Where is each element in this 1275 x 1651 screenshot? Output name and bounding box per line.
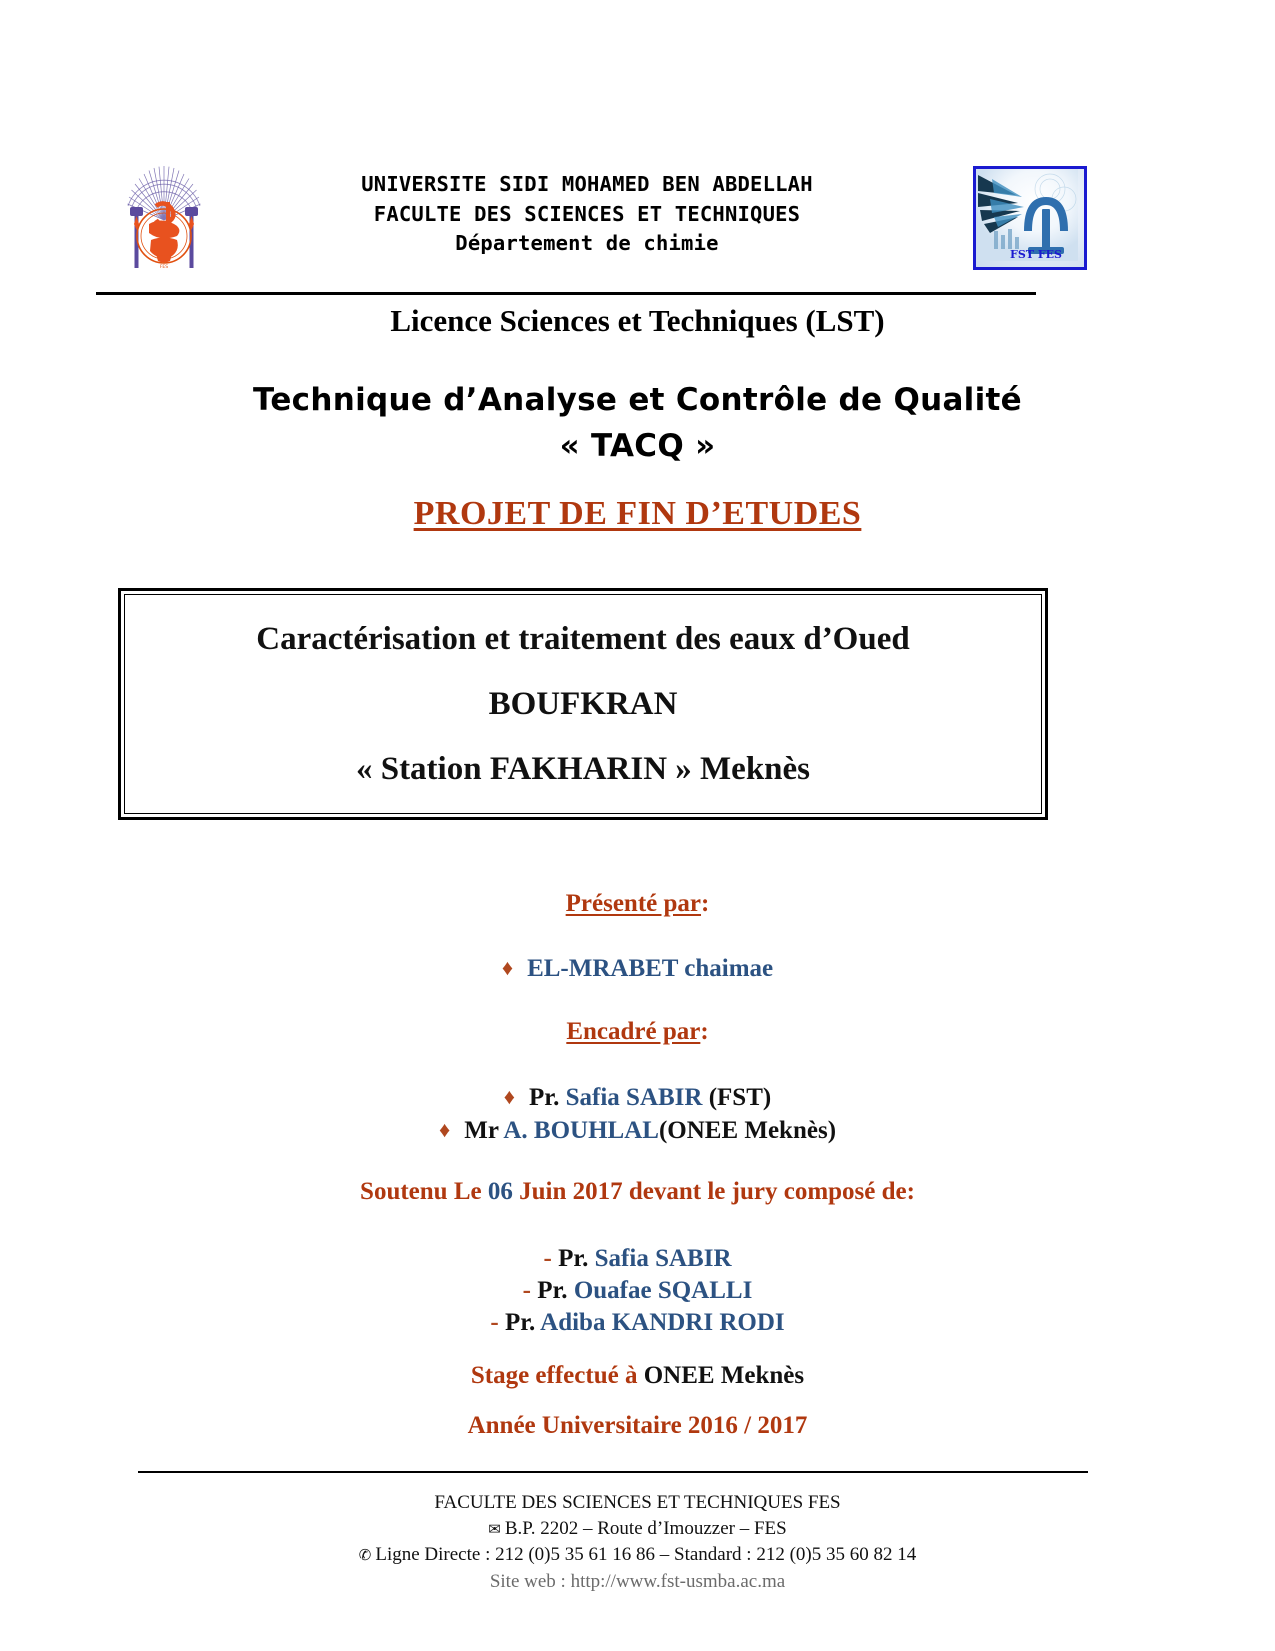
- faculty-name: FACULTE DES SCIENCES ET TECHNIQUES: [373, 201, 801, 226]
- page-header: [0, 152, 1275, 282]
- specialty-block: [0, 378, 1275, 469]
- specialty-line-2: « TACQ »: [559, 427, 716, 464]
- svg-text:FES: FES: [159, 265, 169, 270]
- jury-dash: -: [490, 1308, 505, 1336]
- jury-dash: -: [543, 1245, 559, 1272]
- document-type-line: [0, 495, 1275, 533]
- presented-by-heading: [0, 890, 1275, 918]
- university-name: UNIVERSITE SIDI MOHAMED BEN ABDELLAH: [361, 172, 813, 196]
- supervisor-row-2: [0, 1117, 1275, 1145]
- usmba-university-seal-logo: [116, 158, 212, 276]
- supervised-by-label: Encadré par: [566, 1018, 701, 1045]
- defense-day: 06: [487, 1178, 513, 1205]
- supervised-by-colon: :: [700, 1018, 709, 1045]
- fst-fes-logo: [973, 166, 1087, 270]
- footer-website-line: Site web : http://www.fst-usmba.ac.ma: [489, 1570, 786, 1592]
- supervisor-2-name: A. BOUHLAL: [503, 1117, 659, 1144]
- diamond-bullet-icon: ♦: [501, 955, 514, 980]
- supervisor-1-affiliation: (FST): [702, 1084, 772, 1111]
- jury-member-row: [0, 1275, 1275, 1307]
- supervised-by-heading: [0, 1018, 1275, 1046]
- project-title-line-1: Caractérisation et traitement des eaux d’Oued: [256, 620, 910, 657]
- footer-divider-rule: [138, 1471, 1088, 1473]
- document-type-text: PROJET DE FIN D’ETUDES: [413, 495, 862, 532]
- supervisor-1-title: Pr.: [529, 1084, 566, 1111]
- defense-suffix: devant le jury composé de:: [628, 1178, 915, 1205]
- jury-member-title: Pr.: [558, 1245, 595, 1272]
- supervisor-2-title: Mr: [464, 1117, 504, 1144]
- telephone-icon: ✆: [358, 1546, 372, 1565]
- jury-member-name: Ouafae SQALLI: [573, 1276, 753, 1304]
- internship-line: [0, 1362, 1275, 1390]
- institution-name-block: [232, 170, 942, 259]
- department-name: Département de chimie: [455, 231, 719, 256]
- envelope-icon: ✉: [488, 1520, 501, 1539]
- footer-phone-text: Ligne Directe : 212 (0)5 35 61 16 86 – Standard : 212 (0)5 35 60 82 14: [375, 1544, 917, 1566]
- header-divider-rule: [96, 292, 1036, 295]
- jury-member-name: Adiba KANDRI RODI: [540, 1308, 785, 1336]
- page-footer: [0, 1490, 1275, 1595]
- jury-member-row: [0, 1307, 1275, 1339]
- supervisor-1-name: Safia SABIR: [565, 1084, 703, 1111]
- fst-fes-logo-caption: FST FES: [1010, 248, 1062, 261]
- jury-member-name: Safia SABIR: [594, 1245, 732, 1272]
- degree-line: Licence Sciences et Techniques (LST): [390, 303, 885, 338]
- footer-faculty-line: FACULTE DES SCIENCES ET TECHNIQUES FES: [434, 1492, 841, 1513]
- project-title-box-inner: [124, 594, 1042, 814]
- specialty-line-1: Technique d’Analyse et Contrôle de Qualité: [253, 382, 1022, 418]
- project-title-line-3: « Station FAKHARIN » Meknès: [355, 750, 811, 787]
- footer-phone-line: [0, 1542, 1275, 1568]
- footer-address-line: [0, 1516, 1275, 1542]
- jury-dash: -: [522, 1276, 538, 1304]
- student-row: [0, 955, 1275, 983]
- jury-member-row: [0, 1243, 1275, 1275]
- internship-organization: ONEE Meknès: [643, 1362, 805, 1389]
- internship-prefix: Stage effectué à: [470, 1362, 644, 1389]
- supervisor-2-affiliation: (ONEE Meknès): [658, 1117, 837, 1144]
- defense-line: [0, 1178, 1275, 1206]
- footer-address-text: B.P. 2202 – Route d’Imouzzer – FES: [504, 1518, 787, 1540]
- presented-by-label: Présenté par: [565, 890, 702, 917]
- student-name: EL-MRABET chaimae: [527, 955, 774, 982]
- jury-list: [0, 1243, 1275, 1338]
- presented-by-colon: :: [701, 890, 710, 917]
- defense-date-rest: Juin 2017: [512, 1178, 629, 1205]
- jury-member-title: Pr.: [537, 1276, 574, 1304]
- project-title-line-2: BOUFKRAN: [488, 685, 678, 722]
- diamond-bullet-icon: ♦: [438, 1117, 451, 1142]
- academic-year-line: Année Universitaire 2016 / 2017: [467, 1412, 808, 1439]
- diamond-bullet-icon: ♦: [503, 1084, 516, 1109]
- project-title-box: [118, 588, 1048, 820]
- supervisor-row-1: [0, 1084, 1275, 1112]
- jury-member-title: Pr.: [504, 1308, 541, 1336]
- defense-prefix: Soutenu Le: [360, 1178, 488, 1205]
